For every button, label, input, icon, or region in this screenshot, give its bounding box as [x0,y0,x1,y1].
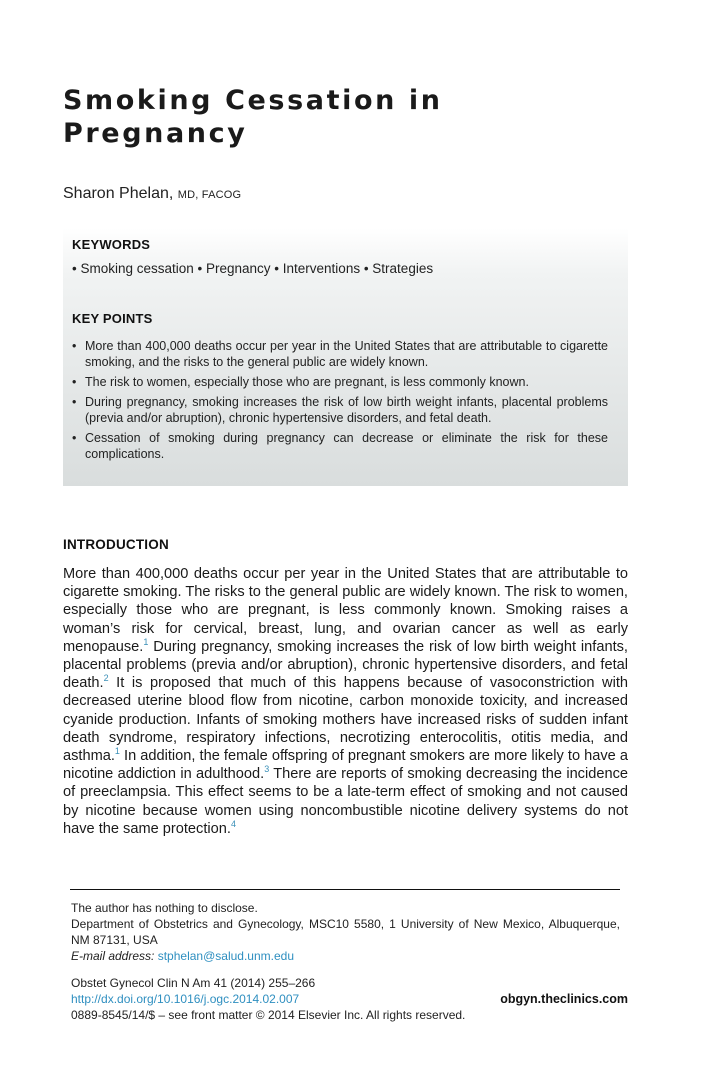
key-point-item: • During pregnancy, smoking increases the risk of low birth weight infants, placental problems (previa and/or abruption), chronic hypertensive disorders, and fetal death. [72,395,608,425]
disclosure-note: The author has nothing to disclose. [71,901,258,915]
bullet-icon: • [72,375,77,389]
author-name: Sharon Phelan, [63,185,174,202]
introduction-heading: INTRODUCTION [63,537,169,552]
bullet-icon: • [72,431,77,445]
email-note [71,948,620,964]
citation-link[interactable]: 3 [264,764,270,775]
footnote-divider [70,889,620,890]
bullet-icon: • [72,339,77,353]
author-credentials: MD, FACOG [177,189,242,201]
key-points-heading: KEY POINTS [72,311,153,326]
author-line [63,185,241,203]
email-link[interactable]: stphelan@salud.unm.edu [157,949,294,963]
bullet-icon: • [72,395,77,409]
introduction-paragraph: More than 400,000 deaths occur per year in the United States that are attributable to cigarette smoking. The risks to the general public are widely known. The risk to women, especially those who are pregnant, is less commonly known. Smoking raises a woman’s risk for cervical, breast, lung, and ovarian cancer as well as early menopause.$^1$ During pregnancy, smoking increases the risk of low birth weight infants, placental problems (previa and/or abruption), chronic hypertensive disorders, and fetal death.$^2$ It is proposed that much of this happens because of vasoconstriction with decreased uterine blood flow from nicotine, carbon monoxide toxicity, and increased cyanide production. Infants of smoking mothers have increased risks of sudden infant death syndrome, respiratory infections, necrotizing enterocolitis, otitis media, and asthma.$^1$ In addition, the female offspring of pregnant smokers are more likely to have a nicotine addiction in adulthood.$^3$ There are reports of smoking decreasing the incidence of preeclampsia. This effect seems to be a late-term effect of smoking and not caused by nicotine because women using noncombustible nicotine delivery systems do not have the same protection.$^4$ [63,566,628,837]
key-points-list [72,338,608,466]
journal-info [71,975,628,1023]
key-point-item: • Cessation of smoking during pregnancy can decrease or eliminate the risk for these complications. [72,431,608,461]
doi-link[interactable]: http://dx.doi.org/10.1016/j.ogc.2014.02.007 [71,992,300,1006]
keywords-heading: KEYWORDS [72,237,151,252]
key-point-item: • The risk to women, especially those who are pregnant, is less commonly known. [72,375,529,389]
footnotes [71,900,620,964]
keywords-list: • Smoking cessation • Pregnancy • Interventions • Strategies [72,261,434,276]
journal-website[interactable]: obgyn.theclinics.com [500,992,628,1006]
citation-link[interactable]: 2 [103,673,109,684]
copyright-line: 0889-8545/14/$ – see front matter © 2014 Elsevier Inc. All rights reserved. [71,1008,466,1022]
journal-citation: Obstet Gynecol Clin N Am 41 (2014) 255–266 [71,976,316,990]
email-label: E-mail address: [71,949,155,963]
citation-link[interactable]: 4 [230,818,236,829]
article-title: Smoking Cessation in Pregnancy [63,85,443,149]
affiliation-note: Department of Obstetrics and Gynecology, MSC10 5580, 1 University of New Mexico, Albuquerque, NM 87131, USA [71,917,620,947]
citation-link[interactable]: 1 [114,746,120,757]
key-point-item: • More than 400,000 deaths occur per year in the United States that are attributable to cigarette smoking, and the risks to the general public are widely known. [72,339,608,369]
citation-link[interactable]: 1 [143,636,149,647]
keywords-keypoints-box [63,228,628,486]
